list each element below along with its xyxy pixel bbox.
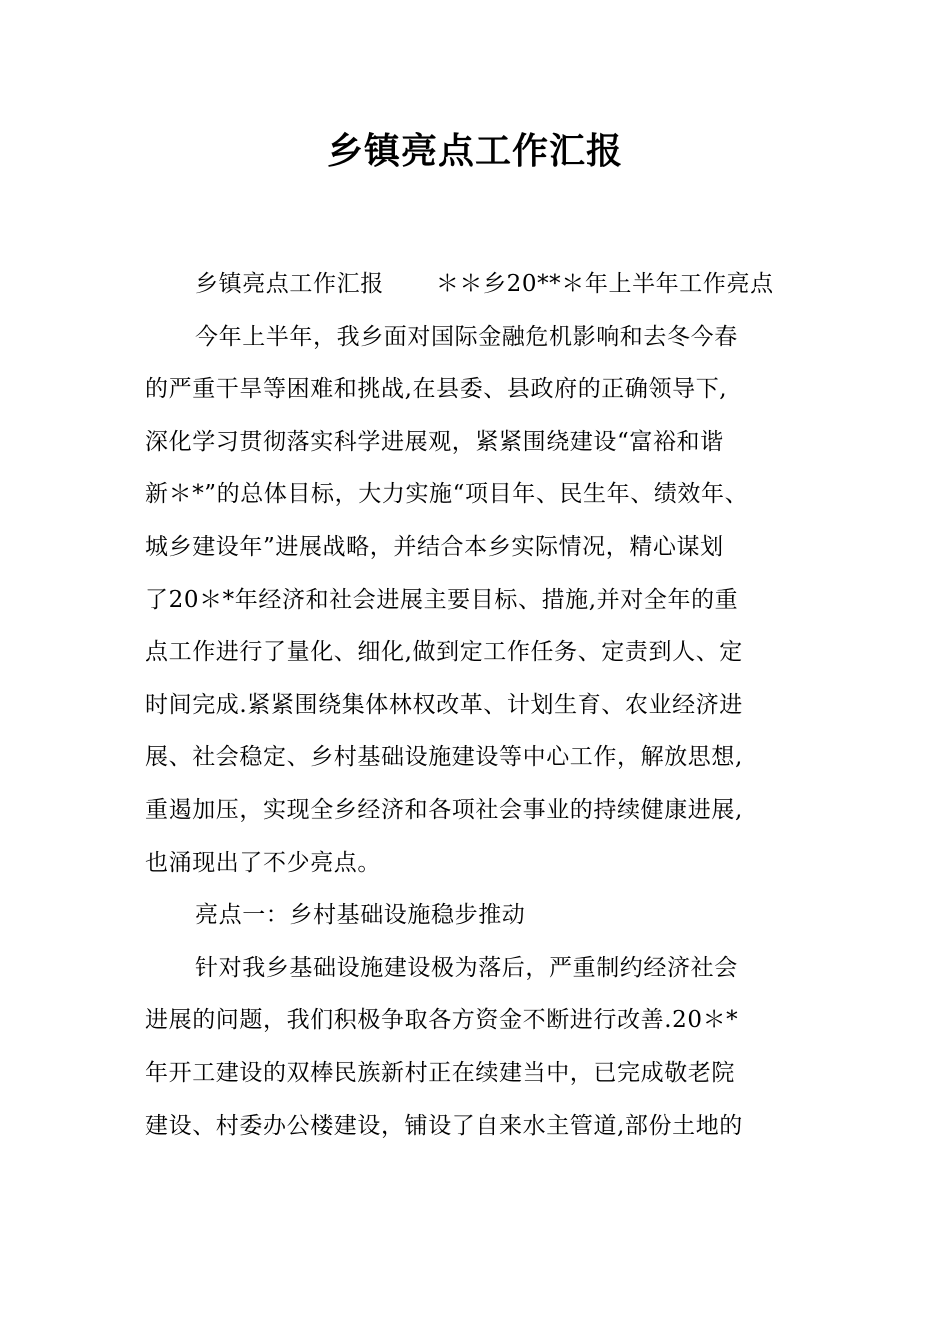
intro-subtitle: ＊＊乡20**＊年上半年工作亮点 [435,271,774,297]
document-body [145,258,815,1152]
paragraph-line: 深化学习贯彻落实科学进展观，紧紧围绕建设“富裕和谐 [145,428,724,455]
paragraph-line: 也涌现出了不少亮点。 [145,849,381,876]
paragraph-line: 建设、村委办公楼建设，铺设了自来水主管道,部份土地的 [145,1112,743,1139]
paragraph-line: 年开工建设的双棒民族新村正在续建当中，已完成敬老院 [145,1059,735,1086]
intro-label: 乡镇亮点工作汇报 [195,271,384,297]
paragraph-line: 新＊*”的总体目标，大力实施“项目年、民生年、绩效年、 [145,481,749,508]
paragraph-line: 进展的问题，我们积极争取各方资金不断进行改善.20＊* [145,1007,739,1034]
paragraph-line: 针对我乡基础设施建设极为落后，严重制约经济社会 [195,954,738,981]
paragraph-line: 展、社会稳定、乡村基础设施建设等中心工作，解放思想, [145,744,743,771]
paragraph-line: 时间完成.紧紧围绕集体林权改革、计划生育、农业经济进 [145,691,743,718]
paragraph-line: 的严重干旱等困难和挑战,在县委、县政府的正确领导下, [145,376,728,403]
paragraph-line: 城乡建设年”进展战略，并结合本乡实际情况，精心谋划 [145,533,724,560]
paragraph-line: 了20＊*年经济和社会进展主要目标、措施,并对全年的重 [145,586,739,613]
paragraph-line: 点工作进行了量化、细化,做到定工作任务、定责到人、定 [145,639,743,666]
intro-line [145,258,815,311]
document-title: 乡镇亮点工作汇报 [326,131,623,172]
paragraph-line: 重遏加压，实现全乡经济和各项社会事业的持续健康进展, [145,796,743,823]
paragraph-line: 今年上半年，我乡面对国际金融危机影响和去冬今春 [195,323,738,350]
section-heading: 亮点一：乡村基础设施稳步推动 [195,902,526,929]
